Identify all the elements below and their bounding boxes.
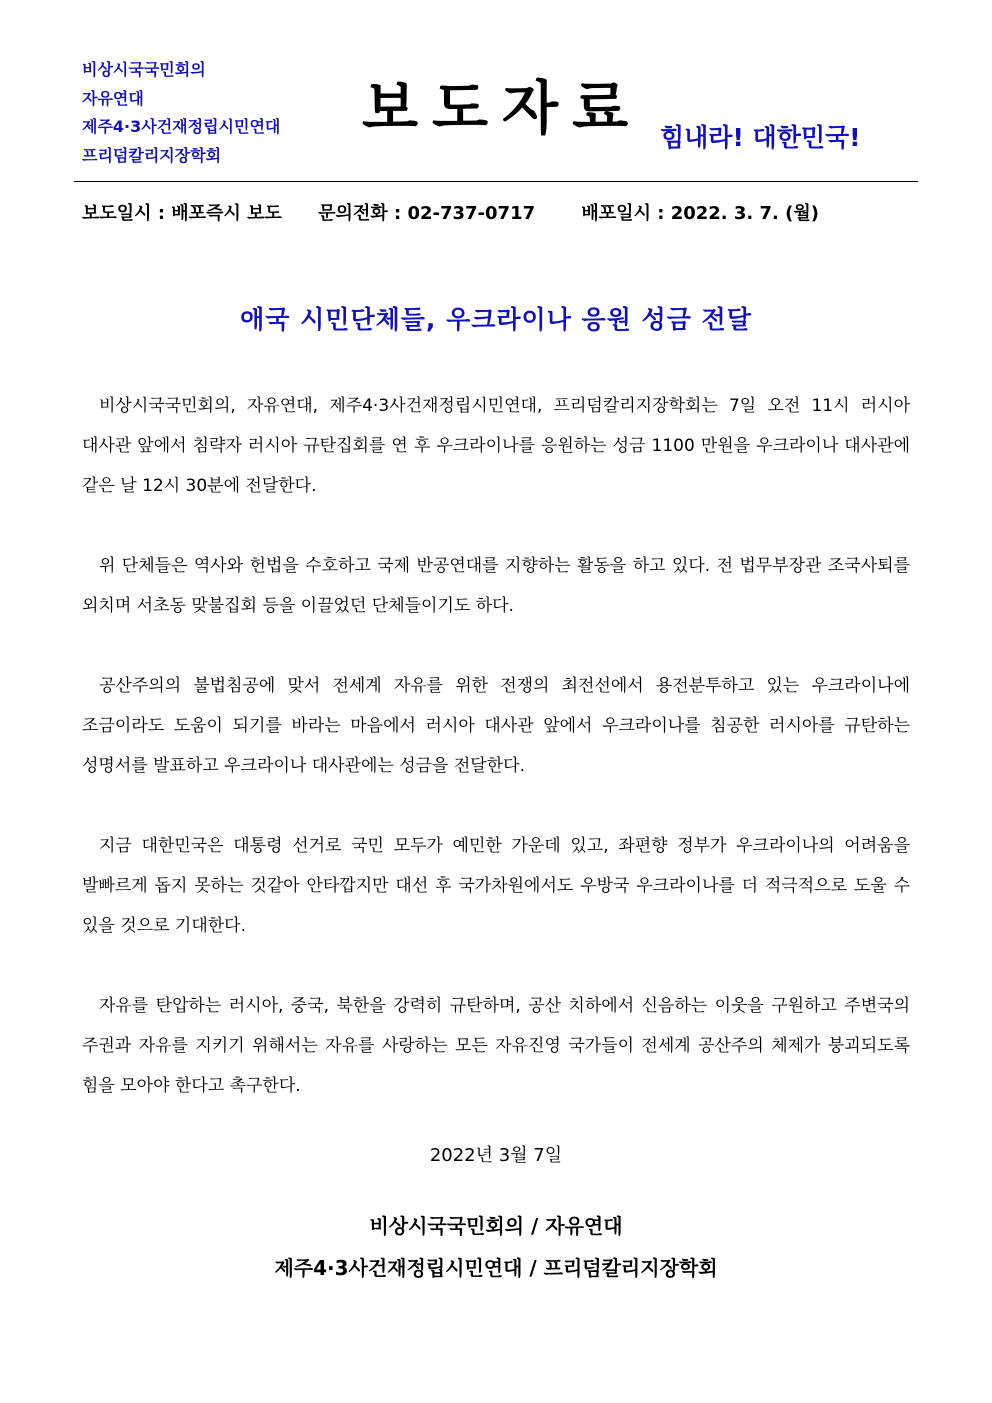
document-title: 보도자료: [362, 74, 643, 142]
organization-name: 프리덤칼리지장학회: [82, 145, 222, 165]
signature-line: 제주4·3사건재정립시민연대 / 프리덤칼리지장학회: [274, 1256, 718, 1280]
paragraph: 자유를 탄압하는 러시아, 중국, 북한을 강력히 규탄하며, 공산 치하에서 신음하는 이웃을 구원하고 주변국의 주권과 자유를 지키기 위해서는 자유를 사랑하는 모든 자유진영 국가들이 전세계 공산주의 체제가 붕괴되도록 힘을 모아야 한다고 촉구한다.: [82, 996, 910, 1096]
paragraph: 지금 대한민국은 대통령 선거로 국민 모두가 예민한 가운데 있고, 좌편향 정부가 우크라이나의 어려움을 발빠르게 돕지 못하는 것같아 안타깝지만 대선 후 국가차원에서도 우방국 우크라이나를 더 적극적으로 도울 수 있을 것으로 기대한다.: [82, 836, 910, 936]
headline: 애국 시민단체들, 우크라이나 응원 성금 전달: [240, 305, 752, 334]
signature-line: 비상시국국민회의 / 자유연대: [369, 1214, 623, 1238]
header-divider: [74, 181, 918, 182]
article-body: [82, 386, 910, 1146]
document-date: 2022년 3월 7일: [429, 1145, 563, 1166]
paragraph: 비상시국국민회의, 자유연대, 제주4·3사건재정립시민연대, 프리덤칼리지장학회는 7일 오전 11시 러시아 대사관 앞에서 침략자 러시아 규탄집회를 연 후 우크라이나를 응원하는 성금 1100 만원을 우크라이나 대사관에 같은 날 12시 30분에 전달한다.: [82, 396, 910, 496]
signature-block: [0, 1205, 992, 1289]
contact-phone: 문의전화 : 02-737-0717: [318, 203, 536, 224]
release-time: 보도일시 : 배포즉시 보도: [82, 203, 282, 224]
paragraph: 공산주의의 불법침공에 맞서 전세계 자유를 위한 전쟁의 최전선에서 용전분투하고 있는 우크라이나에 조금이라도 도움이 되기를 바라는 마음에서 러시아 대사관 앞에서 우크라이나를 침공한 러시아를 규탄하는 성명서를 발표하고 우크라이나 대사관에는 성금을 전달한다.: [82, 676, 910, 776]
distribution-date: 배포일시 : 2022. 3. 7. (월): [581, 203, 819, 224]
organization-name: 제주4·3사건재정립시민연대: [82, 117, 281, 136]
slogan: 힘내라! 대한민국!: [660, 123, 861, 152]
paragraph: 위 단체들은 역사와 헌법을 수호하고 국제 반공연대를 지향하는 활동을 하고 있다. 전 법무부장관 조국사퇴를 외치며 서초동 맞불집회 등을 이끌었던 단체들이기도 하다.: [82, 556, 910, 616]
organization-name: 자유연대: [82, 88, 144, 108]
organization-list: [82, 56, 342, 170]
release-info: [82, 200, 819, 228]
organization-name: 비상시국국민회의: [82, 60, 206, 79]
